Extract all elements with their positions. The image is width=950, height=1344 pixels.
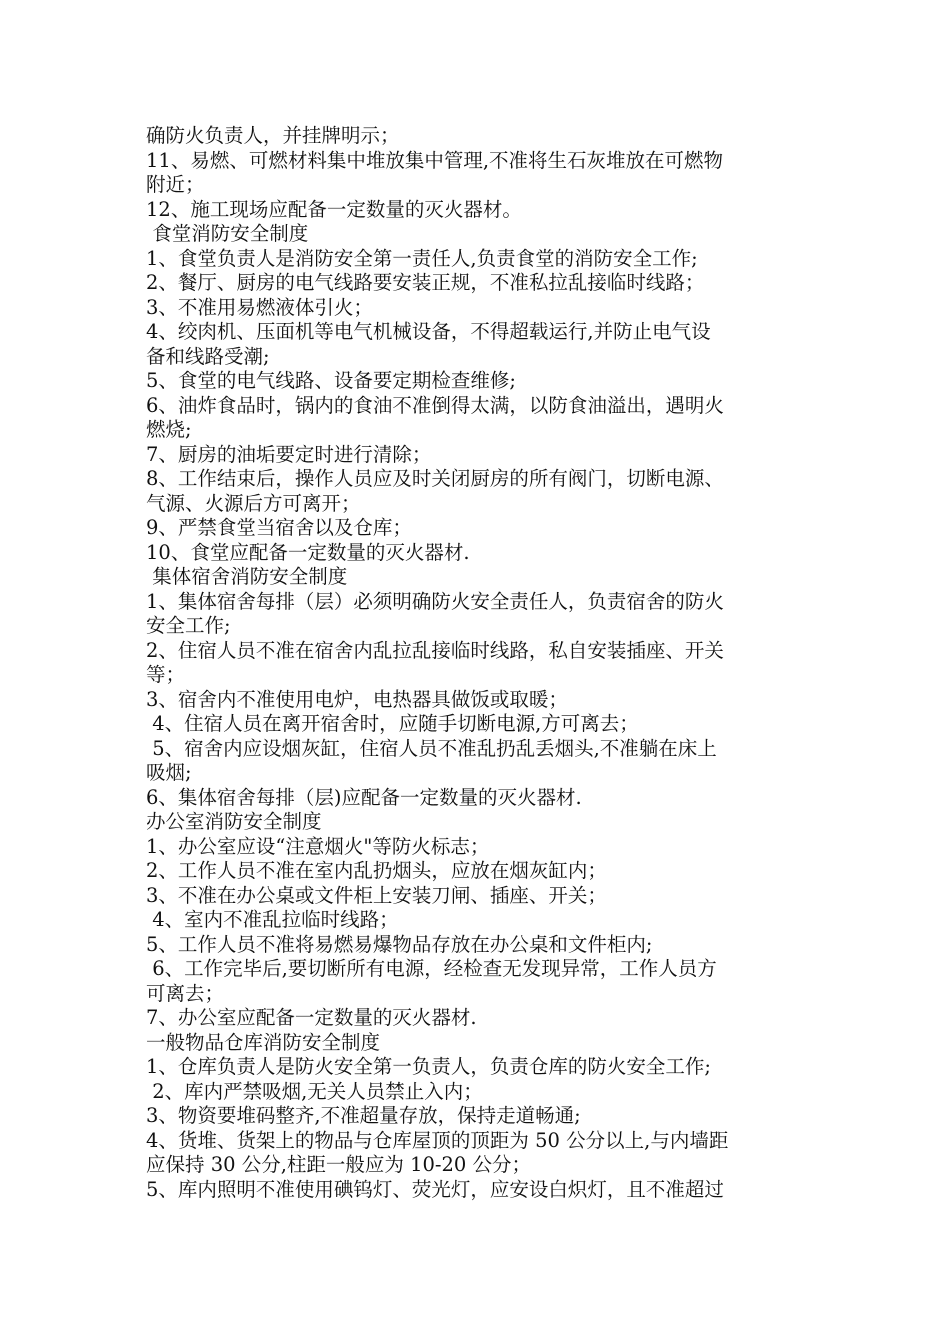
text-line: 8、工作结束后，操作人员应及时关闭厨房的所有阀门，切断电源、 bbox=[146, 467, 724, 490]
text-line: 5、宿舍内应设烟灰缸，住宿人员不准乱扔乱丢烟头,不准躺在床上 bbox=[146, 736, 717, 760]
text-line: 4、货堆、货架上的物品与仓库屋顶的顶距为 50 公分以上,与内墙距 bbox=[146, 1128, 729, 1152]
text-line: 5、食堂的电气线路、设备要定期检查维修; bbox=[146, 369, 516, 392]
text-line: 3、不准在办公桌或文件柜上安装刀闸、插座、开关； bbox=[146, 883, 607, 907]
text-line: 5、库内照明不准使用碘钨灯、荧光灯，应安设白炽灯，且不准超过 bbox=[146, 1177, 724, 1201]
text-line: 4、住宿人员在离开宿舍时，应随手切断电源,方可离去； bbox=[146, 712, 639, 735]
text-line: 7、厨房的油垢要定时进行清除； bbox=[146, 442, 432, 466]
text-line: 燃烧; bbox=[146, 418, 192, 441]
text-line: 3、不准用易燃液体引火； bbox=[146, 295, 373, 319]
document-page bbox=[146, 124, 818, 1202]
text-line: 确防火负责人，并挂牌明示； bbox=[146, 124, 400, 147]
text-line: 2、住宿人员不准在宿舍内乱拉乱接临时线路，私自安装插座、开关 bbox=[146, 638, 724, 662]
text-line: 6、集体宿舍每排（层)应配备一定数量的灭火器材. bbox=[146, 785, 582, 809]
text-line: 集体宿舍消防安全制度 bbox=[146, 565, 348, 588]
text-line: 等； bbox=[146, 663, 186, 686]
text-line: 9、严禁食堂当宿舍以及仓库； bbox=[146, 516, 412, 539]
text-line: 1、仓库负责人是防火安全第一负责人，负责仓库的防火安全工作; bbox=[146, 1055, 711, 1078]
text-line: 1、集体宿舍每排（层）必须明确防火安全责任人，负责宿舍的防火 bbox=[146, 589, 724, 613]
text-line: 10、食堂应配备一定数量的灭火器材. bbox=[146, 540, 470, 564]
text-line: 7、办公室应配备一定数量的灭火器材. bbox=[146, 1006, 477, 1029]
text-line: 1、办公室应设“注意烟火"等防火标志； bbox=[146, 834, 490, 858]
text-line: 气源、火源后方可离开； bbox=[146, 491, 361, 515]
text-line: 一般物品仓库消防安全制度 bbox=[146, 1030, 381, 1054]
text-line: 安全工作; bbox=[146, 614, 231, 637]
text-line: 2、库内严禁吸烟,无关人员禁止入内； bbox=[146, 1079, 483, 1103]
text-line: 3、宿舍内不准使用电炉，电热器具做饭或取暖； bbox=[146, 687, 568, 711]
text-line: 附近； bbox=[146, 173, 205, 196]
text-line: 应保持 30 公分,柱距一般应为 10-20 公分； bbox=[146, 1153, 532, 1176]
text-line: 备和线路受潮; bbox=[146, 344, 270, 368]
text-line: 12、施工现场应配备一定数量的灭火器材。 bbox=[146, 197, 522, 221]
text-line: 办公室消防安全制度 bbox=[146, 810, 322, 833]
text-line: 2、工作人员不准在室内乱扔烟头，应放在烟灰缸内； bbox=[146, 859, 607, 882]
text-line: 5、工作人员不准将易燃易爆物品存放在办公桌和文件柜内; bbox=[146, 932, 653, 956]
text-line: 2、餐厅、厨房的电气线路要安装正规，不准私拉乱接临时线路； bbox=[146, 271, 705, 294]
text-line: 食堂消防安全制度 bbox=[146, 222, 309, 245]
text-line: 可离去； bbox=[146, 981, 225, 1005]
text-line: 6、油炸食品时，锅内的食油不准倒得太满，以防食油溢出，遇明火 bbox=[146, 393, 724, 417]
text-line: 3、物资要堆码整齐,不准超量存放，保持走道畅通; bbox=[146, 1104, 581, 1127]
text-line: 6、工作完毕后,要切断所有电源，经检查无发现异常，工作人员方 bbox=[146, 957, 717, 980]
text-line: 1、食堂负责人是消防安全第一责任人,负责食堂的消防安全工作; bbox=[146, 246, 698, 270]
text-line: 吸烟; bbox=[146, 761, 192, 784]
text-line: 4、室内不准乱拉临时线路； bbox=[146, 908, 399, 931]
text-line: 11、易燃、可燃材料集中堆放集中管理,不准将生石灰堆放在可燃物 bbox=[146, 148, 724, 172]
text-line: 4、绞肉机、压面机等电气机械设备，不得超载运行,并防止电气设 bbox=[146, 320, 711, 343]
